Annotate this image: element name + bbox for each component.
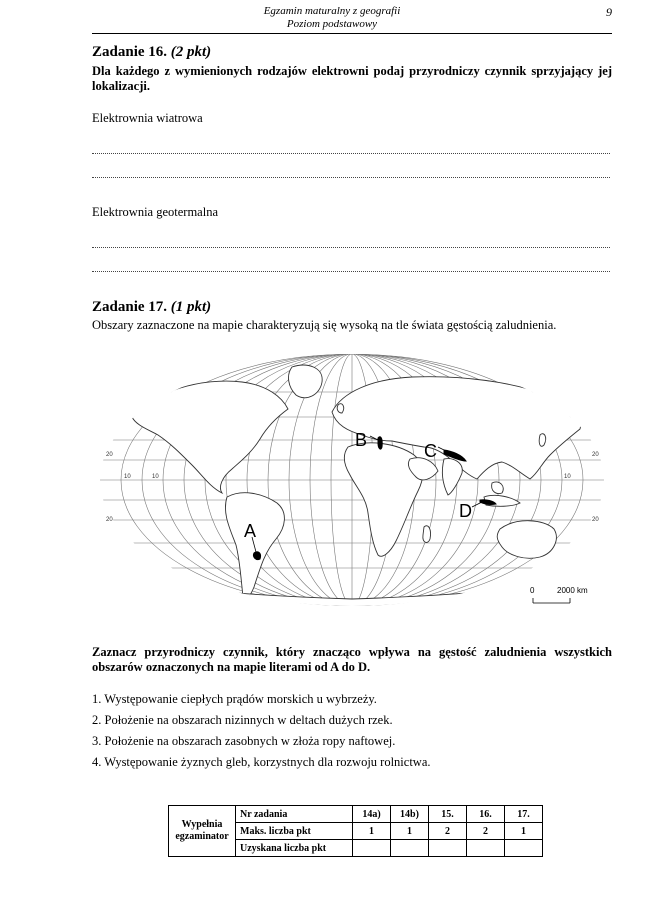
row-label-earned-points: Uzyskana liczba pkt	[236, 840, 353, 857]
map-label-d: D	[459, 501, 472, 521]
task16-item-geothermal: Elektrownia geotermalna	[92, 205, 218, 219]
lat-label: 10	[152, 474, 159, 480]
header-level: Poziom podstawowy	[286, 18, 378, 30]
map-scale-bar	[530, 586, 588, 603]
page-header	[0, 0, 664, 34]
task17-intro: Obszary zaznaczone na mapie charakteryzują się wysoką na tle świata gęstością zaludnienia.	[92, 318, 557, 332]
scale-label: 2000 km	[557, 586, 588, 595]
world-map	[92, 347, 612, 623]
table-row	[169, 806, 543, 823]
task16-title	[92, 44, 211, 61]
max-points-cell: 1	[391, 823, 429, 840]
answer-line[interactable]	[92, 246, 610, 248]
answer-option-3[interactable]: 3. Położenie na obszarach zasobnych w złoża ropy naftowej.	[92, 734, 396, 748]
earned-points-cell[interactable]	[353, 840, 391, 857]
answer-option-1[interactable]: 1. Występowanie ciepłych prądów morskich u wybrzeży.	[92, 692, 377, 706]
answer-line[interactable]	[92, 176, 610, 178]
map-label-c: C	[424, 441, 437, 461]
max-points-cell: 1	[353, 823, 391, 840]
lat-label: 20	[106, 452, 113, 458]
row-label-max-points: Maks. liczba pkt	[236, 823, 353, 840]
task-number-cell: 14b)	[391, 806, 429, 823]
task17-title	[92, 299, 211, 316]
task-number-cell: 15.	[429, 806, 467, 823]
score-table	[168, 805, 543, 857]
max-points-cell: 2	[429, 823, 467, 840]
task-number-cell: 14a)	[353, 806, 391, 823]
lat-label: 10	[124, 474, 131, 480]
lat-label: 20	[106, 517, 113, 523]
task17-title-text: Zadanie 17.	[92, 299, 168, 315]
scale-zero: 0	[530, 586, 535, 595]
answer-line[interactable]	[92, 270, 610, 272]
task16-item-wind: Elektrownia wiatrowa	[92, 111, 203, 125]
task16-instruction: Dla każdego z wymienionych rodzajów elektrowni podaj przyrodniczy czynnik sprzyjający jej lokalizacji.	[92, 64, 612, 93]
earned-points-cell[interactable]	[505, 840, 543, 857]
lat-label: 10	[564, 474, 571, 480]
task17-points: (1 pkt)	[170, 299, 212, 315]
map-label-b: B	[355, 430, 368, 450]
task-number-cell: 17.	[505, 806, 543, 823]
area-a-marker	[253, 552, 260, 560]
task16-title-text: Zadanie 16.	[92, 44, 168, 60]
task16-points: (2 pkt)	[170, 44, 212, 60]
header-rule	[92, 33, 612, 34]
page-number: 9	[606, 5, 612, 19]
answer-option-4[interactable]: 4. Występowanie żyznych gleb, korzystnych dla rozwoju rolnictwa.	[92, 755, 431, 769]
answer-option-2[interactable]: 2. Położenie na obszarach nizinnych w deltach dużych rzek.	[92, 713, 393, 727]
map-label-a: A	[244, 521, 257, 541]
score-table-side-label: Wypełnia egzaminator	[169, 806, 236, 857]
lat-label: 20	[592, 517, 599, 523]
earned-points-cell[interactable]	[391, 840, 429, 857]
earned-points-cell[interactable]	[429, 840, 467, 857]
task17-question: Zaznacz przyrodniczy czynnik, który znacząco wpływa na gęstość zaludnienia wszystkich obszarów oznaczonych na mapie literami od A do D.	[92, 645, 612, 674]
header-exam-title: Egzamin maturalny z geografii	[263, 5, 401, 17]
row-label-task-number: Nr zadania	[236, 806, 353, 823]
max-points-cell: 1	[505, 823, 543, 840]
area-b-marker	[378, 437, 382, 449]
max-points-cell: 2	[467, 823, 505, 840]
earned-points-cell[interactable]	[467, 840, 505, 857]
task-number-cell: 16.	[467, 806, 505, 823]
lat-label: 20	[592, 452, 599, 458]
answer-line[interactable]	[92, 152, 610, 154]
